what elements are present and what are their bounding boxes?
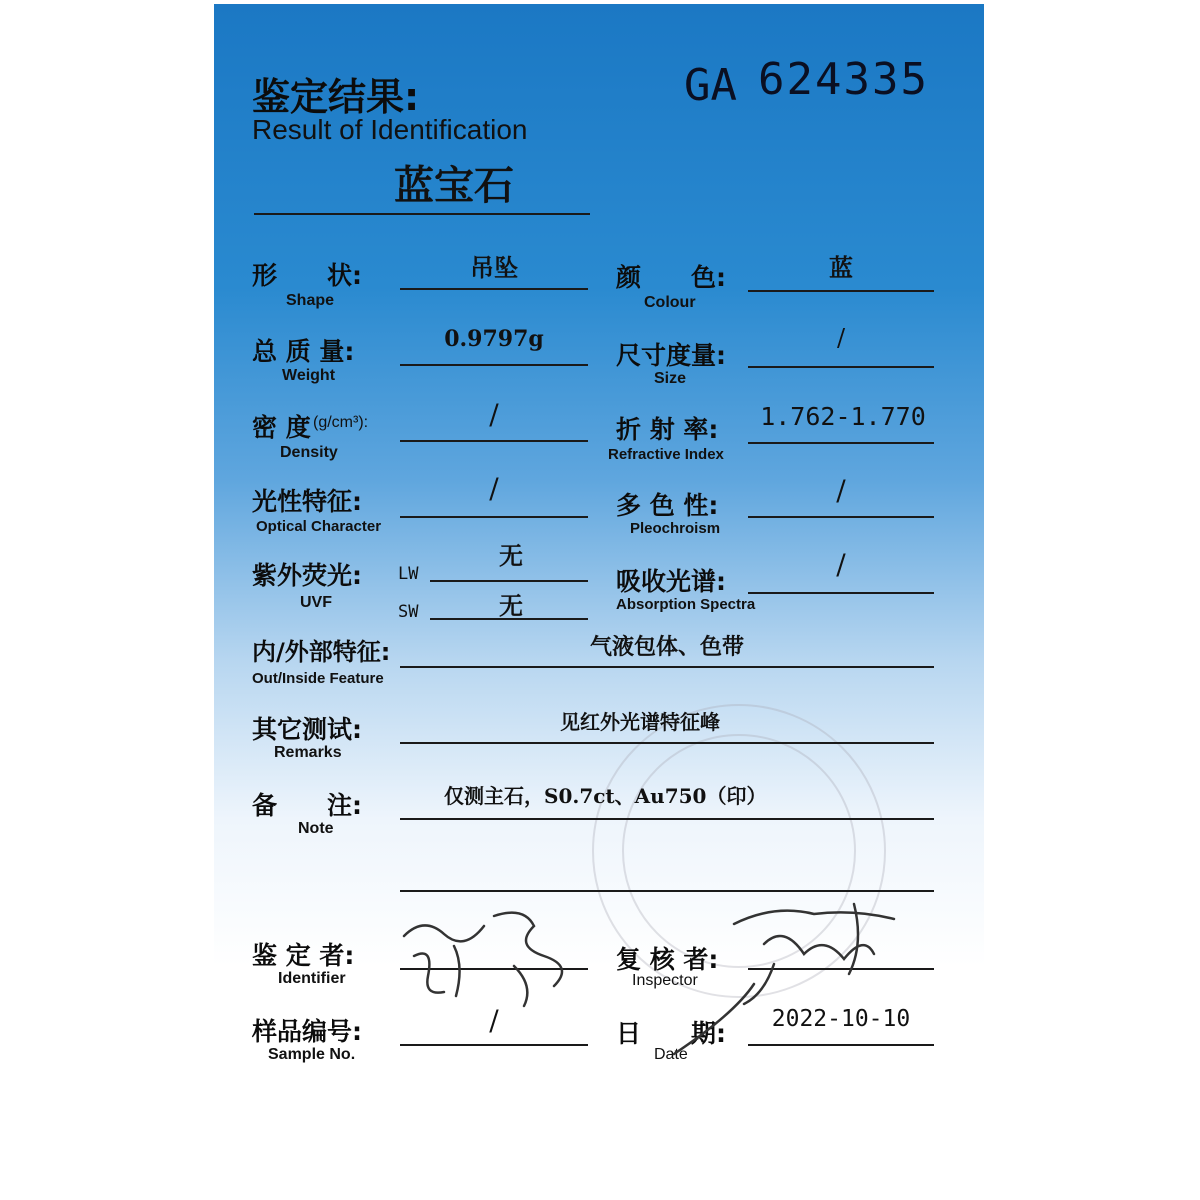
title-en: Result of Identification bbox=[252, 114, 528, 145]
note-label-en: Note bbox=[298, 820, 334, 837]
pleochroism-label-en: Pleochroism bbox=[630, 520, 721, 537]
pleochroism-value: / bbox=[836, 474, 846, 507]
weight-label: 总 质 量: bbox=[252, 337, 355, 366]
uvf-label: 紫外荧光: bbox=[252, 561, 362, 590]
sample-no-underline bbox=[400, 1044, 588, 1046]
feature-label: 内/外部特征: bbox=[252, 638, 391, 666]
pleochroism-underline bbox=[748, 516, 934, 518]
feature-underline bbox=[400, 666, 934, 668]
date-label-en: Date bbox=[654, 1046, 688, 1063]
title-zh: 鉴定结果: bbox=[252, 75, 420, 119]
identifier-signature bbox=[384, 896, 604, 1016]
shape-label-en: Shape bbox=[286, 292, 335, 309]
uvf-lw-label: LW bbox=[398, 564, 419, 584]
uvf-sw-label: SW bbox=[398, 602, 419, 622]
colour-label-en: Colour bbox=[644, 294, 696, 311]
density-label-en: Density bbox=[280, 444, 338, 461]
date-label: 日 期: bbox=[616, 1019, 726, 1048]
result-underline bbox=[254, 213, 590, 215]
pleochroism-label: 多 色 性: bbox=[616, 491, 719, 520]
identifier-label-en: Identifier bbox=[278, 970, 346, 987]
inspector-label-en: Inspector bbox=[632, 972, 698, 989]
result-value: 蓝宝石 bbox=[394, 163, 514, 209]
cert-number: 624335 bbox=[758, 54, 929, 105]
uvf-lw-value: 无 bbox=[499, 542, 523, 570]
inspector-label: 复 核 者: bbox=[616, 945, 719, 974]
uvf-lw-underline bbox=[430, 580, 588, 582]
refractive-index-underline bbox=[748, 442, 934, 444]
inspector-signature bbox=[654, 884, 934, 1064]
size-label-en: Size bbox=[654, 370, 687, 387]
remarks-underline bbox=[400, 742, 934, 744]
optical-character-value: / bbox=[489, 472, 499, 505]
shape-label: 形 状: bbox=[252, 261, 362, 290]
colour-underline bbox=[748, 290, 934, 292]
weight-label-en: Weight bbox=[282, 367, 336, 384]
refractive-index-label: 折 射 率: bbox=[616, 415, 719, 444]
absorption-value: / bbox=[836, 548, 846, 581]
density-label: 密 度 bbox=[252, 413, 311, 442]
cert-prefix: GA bbox=[684, 60, 737, 111]
optical-character-label-en: Optical Character bbox=[256, 518, 382, 535]
remarks-value: 见红外光谱特征峰 bbox=[560, 710, 720, 734]
uvf-sw-underline bbox=[430, 618, 588, 620]
note-underline bbox=[400, 818, 934, 820]
uvf-label-en: UVF bbox=[300, 594, 332, 611]
uvf-sw-value: 无 bbox=[499, 592, 523, 620]
remarks-label: 其它测试: bbox=[252, 715, 362, 744]
refractive-index-label-en: Refractive Index bbox=[608, 446, 724, 463]
weight-value: 0.9797g bbox=[444, 326, 544, 352]
size-underline bbox=[748, 366, 934, 368]
certificate-card bbox=[214, 4, 984, 1136]
remarks-label-en: Remarks bbox=[274, 744, 342, 761]
feature-value: 气液包体、色带 bbox=[589, 635, 744, 660]
identifier-label: 鉴 定 者: bbox=[252, 941, 355, 970]
density-unit: (g/cm³): bbox=[313, 414, 369, 431]
sample-no-label: 样品编号: bbox=[252, 1017, 362, 1046]
density-value: / bbox=[489, 398, 499, 431]
size-label: 尺寸度量: bbox=[616, 341, 726, 370]
weight-underline bbox=[400, 364, 588, 366]
note-label: 备 注: bbox=[252, 791, 362, 820]
optical-character-label: 光性特征: bbox=[252, 487, 362, 516]
absorption-underline bbox=[748, 592, 934, 594]
colour-label: 颜 色: bbox=[616, 263, 726, 292]
colour-value: 蓝 bbox=[829, 254, 853, 282]
sample-no-value: / bbox=[489, 1004, 499, 1037]
optical-character-underline bbox=[400, 516, 588, 518]
feature-label-en: Out/Inside Feature bbox=[252, 670, 384, 687]
size-value: / bbox=[836, 324, 846, 352]
shape-underline bbox=[400, 288, 588, 290]
date-value: 2022-10-10 bbox=[771, 1006, 911, 1032]
refractive-index-value: 1.762-1.770 bbox=[760, 402, 926, 431]
absorption-label: 吸收光谱: bbox=[616, 567, 726, 596]
sample-no-label-en: Sample No. bbox=[268, 1046, 356, 1063]
shape-value: 吊坠 bbox=[470, 254, 518, 282]
note-value: 仅测主石，S0.7ct、Au750（印） bbox=[444, 784, 767, 808]
density-underline bbox=[400, 440, 588, 442]
absorption-label-en: Absorption Spectra bbox=[616, 596, 756, 613]
